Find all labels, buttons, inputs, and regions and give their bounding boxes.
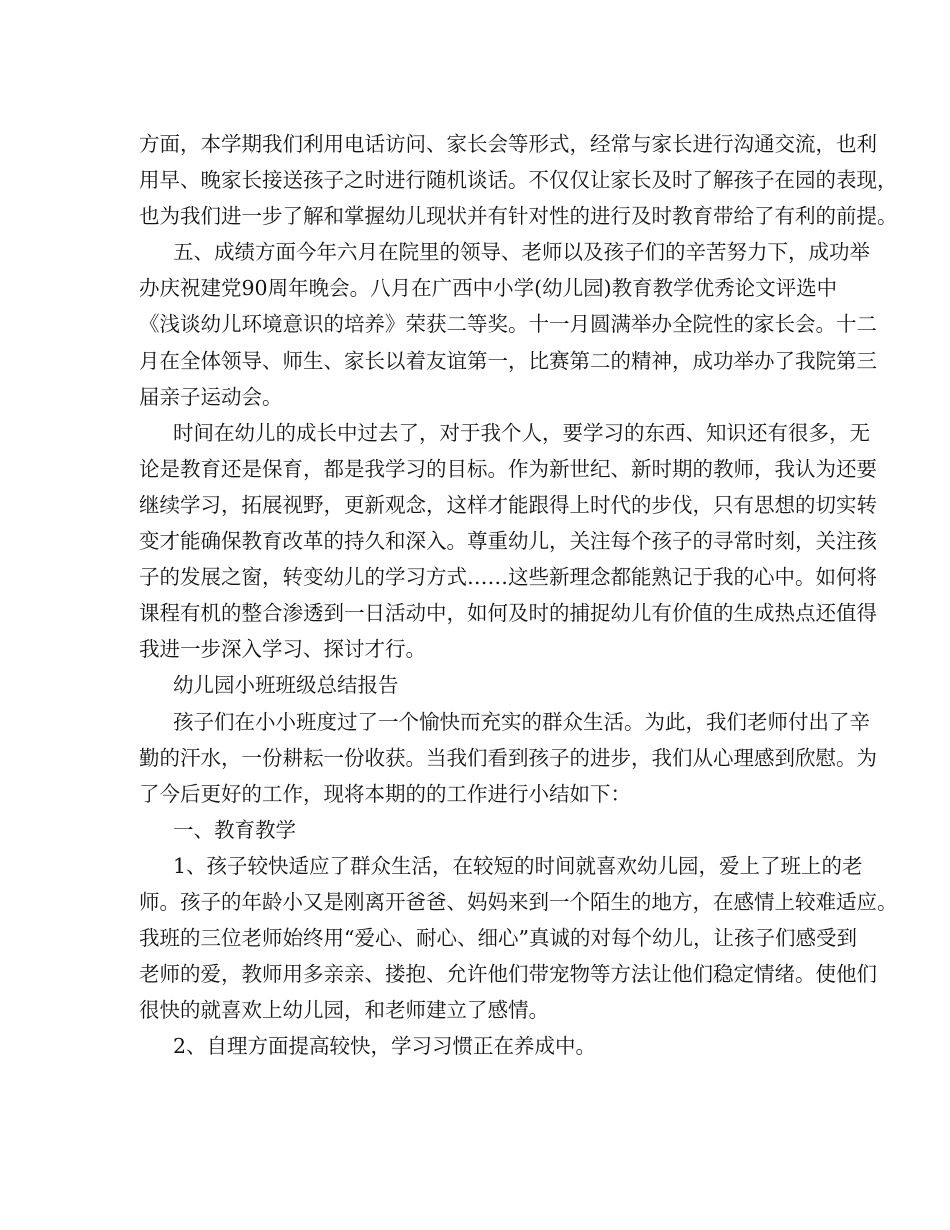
text-line: 时间在幼儿的成长中过去了，对于我个人，要学习的东西、知识还有很多，无 <box>173 420 870 445</box>
text-line: 了今后更好的工作，现将本期的的工作进行小结如下： <box>139 781 631 806</box>
text-line: 方面，本学期我们利用电话访问、家长会等形式，经常与家长进行沟通交流，也利 <box>139 132 877 156</box>
text-line: 课程有机的整合渗透到一日活动中，如何及时的捕捉幼儿有价值的生成热点还值得 <box>139 601 877 626</box>
text-line: 孩子们在小小班度过了一个愉快而充实的群众生活。为此，我们老师付出了辛 <box>173 709 870 734</box>
section-heading: 幼儿园小班班级总结报告 <box>173 673 399 698</box>
text-line: 用早、晚家长接送孩子之时进行随机谈话。不仅仅让家长及时了解孩子在园的表现， <box>139 168 898 193</box>
text-line: 勤的汗水，一份耕耘一份收获。当我们看到孩子的进步，我们从心理感到欣慰。为 <box>139 745 877 770</box>
text-line: 也为我们进一步了解和掌握幼儿现状并有针对性的进行及时教育带给了有利的前提。 <box>139 204 898 229</box>
text-line: 月在全体领导、师生、家长以着友谊第一，比赛第二的精神，成功举办了我院第三 <box>139 348 877 373</box>
text-line: 变才能确保教育改革的持久和深入。尊重幼儿，关注每个孩子的寻常时刻，关注孩 <box>139 529 877 554</box>
text-line: 1、孩子较快适应了群众生活，在较短的时间就喜欢幼儿园，爱上了班上的老 <box>173 853 863 878</box>
text-line: 师。孩子的年龄小又是刚离开爸爸、妈妈来到一个陌生的地方，在感情上较难适应。 <box>139 889 898 914</box>
text-line: 届亲子运动会。 <box>139 384 283 409</box>
text-line: 2、自理方面提高较快，学习习惯正在养成中。 <box>173 1034 597 1059</box>
text-line: 很快的就喜欢上幼儿园，和老师建立了感情。 <box>139 998 549 1023</box>
text-line: 继续学习，拓展视野，更新观念，这样才能跟得上时代的步伐，只有思想的切实转 <box>139 492 877 517</box>
text-line: 子的发展之窗，转变幼儿的学习方式……这些新理念都能熟记于我的心中。如何将 <box>139 565 877 590</box>
document-body <box>139 126 898 1064</box>
text-line: 办庆祝建党90周年晚会。八月在广西中小学(幼儿园)教育教学优秀论文评选中 <box>139 276 838 301</box>
text-line: 老师的爱，教师用多亲亲、搂抱、允许他们带宠物等方法让他们稳定情绪。使他们 <box>139 962 877 987</box>
text-line: 我班的三位老师始终用“爱心、耐心、细心”真诚的对每个幼儿，让孩子们感受到 <box>139 926 857 951</box>
text-line: 论是教育还是保育，都是我学习的目标。作为新世纪、新时期的教师，我认为还要 <box>139 456 877 481</box>
subsection-heading: 一、教育教学 <box>173 817 296 842</box>
text-line: 五、成绩方面今年六月在院里的领导、老师以及孩子们的辛苦努力下，成功举 <box>173 240 870 265</box>
text-line: 我进一步深入学习、探讨才行。 <box>139 637 426 662</box>
text-line: 《浅谈幼儿环境意识的培养》荣获二等奖。十一月圆满举办全院性的家长会。十二 <box>139 312 877 337</box>
